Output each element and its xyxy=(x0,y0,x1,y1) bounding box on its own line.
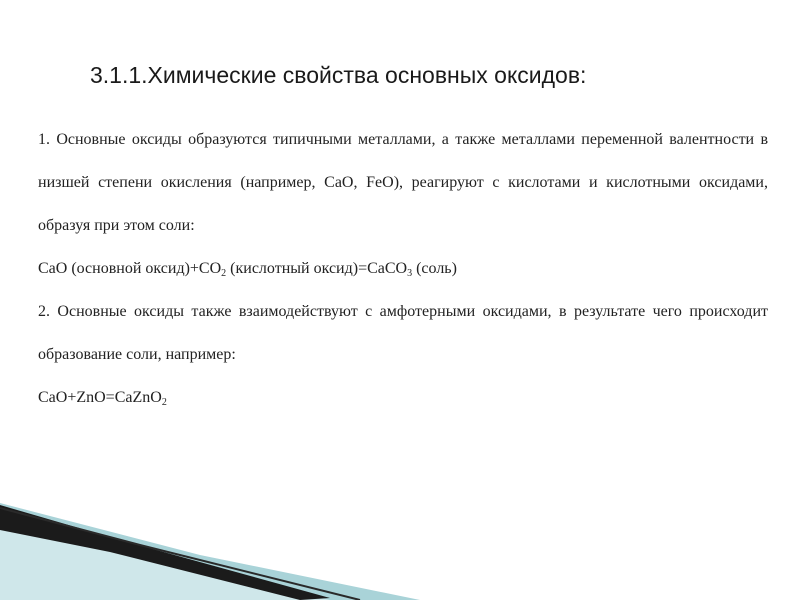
equation-1-part-1: CaO (основной оксид)+CO xyxy=(38,260,222,277)
equation-1-part-3: (соль) xyxy=(412,260,457,277)
slide-title: 3.1.1.Химические свойства основных оксидов: xyxy=(90,62,587,88)
equation-1 xyxy=(38,247,768,290)
dark-wave-line xyxy=(0,508,360,600)
dark-wave-band xyxy=(0,505,330,600)
equation-2-part-1: CaO+ZnO=CaZnO xyxy=(38,389,162,406)
equation-2-subscript-1: 2 xyxy=(161,397,167,408)
slide-body xyxy=(38,118,768,419)
equation-1-part-2: (кислотный оксид)=CaCO xyxy=(226,260,408,277)
equation-1-subscript-2: 3 xyxy=(407,268,413,279)
light-teal-band xyxy=(0,520,330,600)
equation-2 xyxy=(38,376,768,419)
teal-wave-band xyxy=(0,503,420,600)
paragraph-2: 2. Основные оксиды также взаимодействуют с амфотерными оксидами, в результате чего происходит образование соли, например: xyxy=(38,303,768,363)
paragraph-1: 1. Основные оксиды образуются типичными металлами, а также металлами переменной валентности в низшей степени окисления (например, CaO, FeO), реагируют с кислотами и кислотными оксидами, образуя при этом соли: xyxy=(38,131,768,234)
equation-1-subscript-1: 2 xyxy=(221,268,227,279)
